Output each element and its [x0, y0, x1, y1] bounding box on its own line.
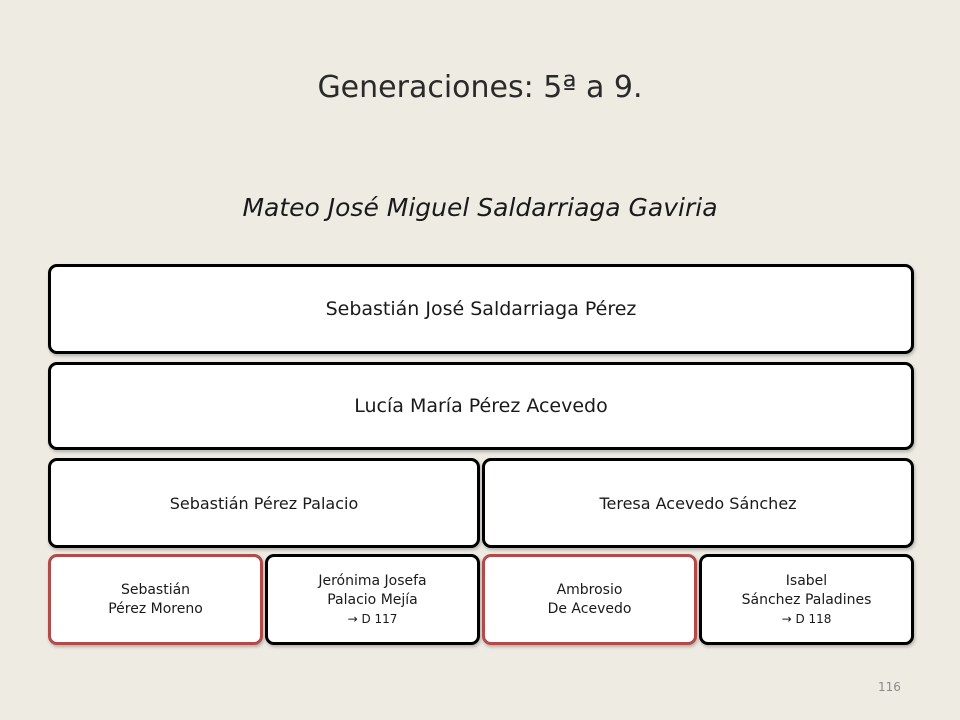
node-label: Sebastián José Saldarriaga Pérez — [325, 298, 637, 320]
tree-node-maternal-grandmother — [699, 554, 914, 645]
node-label-line1: Jerónima Josefa — [318, 572, 427, 589]
tree-node-generation-1 — [48, 264, 914, 354]
node-label-line1: Sebastián — [120, 581, 191, 598]
tree-node-mother — [482, 458, 914, 548]
slide-title: Generaciones: 5ª a 9. — [317, 70, 643, 105]
node-label: Teresa Acevedo Sánchez — [599, 493, 797, 513]
node-label: Sebastián Pérez Palacio — [169, 493, 359, 513]
tree-node-generation-2 — [48, 362, 914, 450]
node-label: Lucía María Pérez Acevedo — [354, 395, 608, 417]
node-label-line1: Isabel — [785, 572, 828, 589]
cross-reference-link[interactable]: → D 118 — [781, 611, 832, 626]
node-label-line2: Pérez Moreno — [108, 600, 203, 617]
tree-node-paternal-grandfather — [48, 554, 263, 645]
tree-node-paternal-grandmother — [265, 554, 480, 645]
tree-node-maternal-grandfather — [482, 554, 697, 645]
node-label-line2: Palacio Mejía — [327, 591, 418, 608]
node-label-line1: Ambrosio — [556, 581, 623, 598]
subject-name: Mateo José Miguel Saldarriaga Gaviria — [242, 193, 718, 222]
page-number: 116 — [878, 680, 901, 694]
node-label-line2: De Acevedo — [547, 600, 632, 617]
cross-reference-link[interactable]: → D 117 — [347, 611, 398, 626]
node-label-line2: Sánchez Paladines — [741, 591, 872, 608]
tree-node-father — [48, 458, 480, 548]
